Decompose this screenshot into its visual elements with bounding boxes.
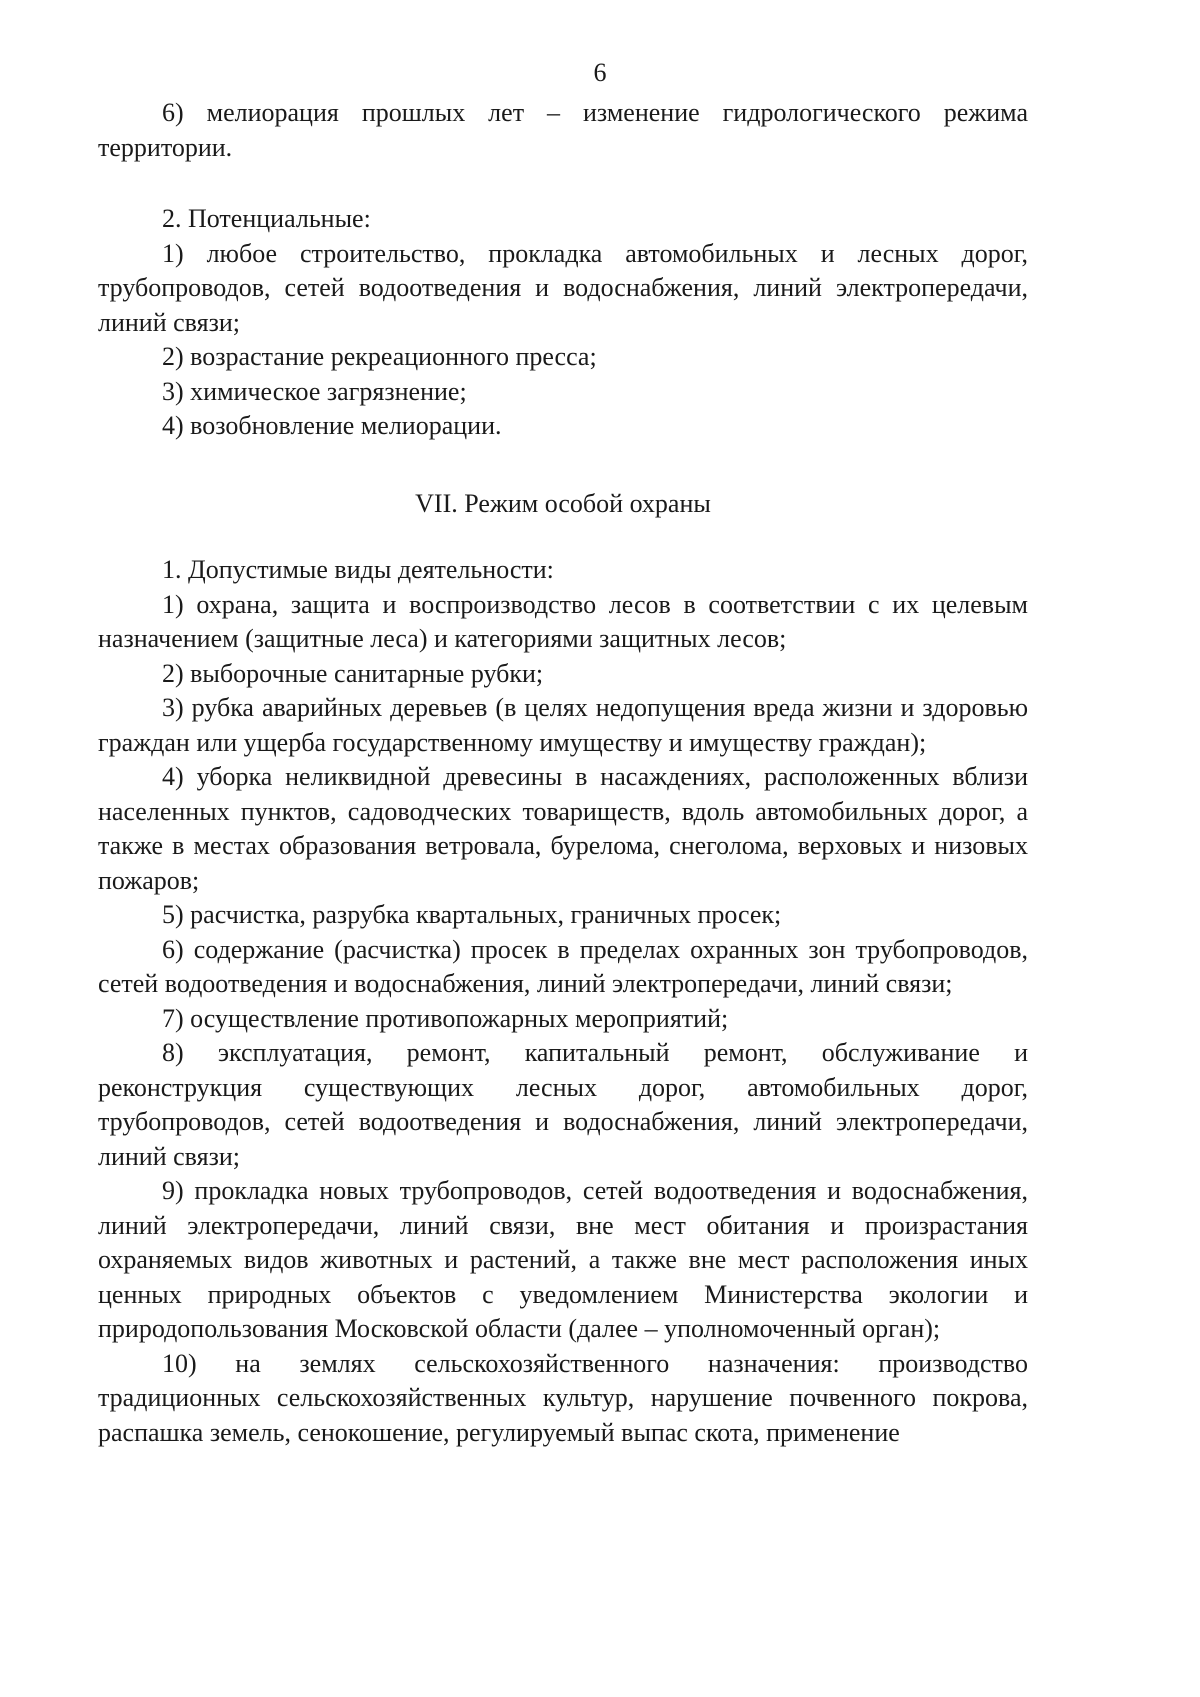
section-heading: VII. Режим особой охраны [415,489,711,518]
paragraph-group-allowed-activities [98,553,1028,1450]
list-item-allowed-4: 4) уборка неликвидной древесины в насаждениях, расположенных вблизи населенных пунктов, садоводческих товариществ, вдоль автомобильных дорог, а также в местах образования ветровала, бурелома, снеголома, верховых и низовых пожаров; [98,762,1028,895]
list-item-allowed-8: 8) эксплуатация, ремонт, капитальный ремонт, обслуживание и реконструкция существующих лесных дорог, автомобильных дорог, трубопроводов, сетей водоотведения и водоснабжения, линий электропередачи, линий связи; [98,1038,1028,1171]
paragraph-allowed-heading: 1. Допустимые виды деятельности: [162,555,554,584]
list-item-allowed-2: 2) выборочные санитарные рубки; [162,658,544,688]
list-item-allowed-3: 3) рубка аварийных деревьев (в целях недопущения вреда жизни и здоровью граждан или ущерба государственному имуществу и имуществу граждан); [98,693,1028,757]
paragraph-past-melioration: 6) мелиорация прошлых лет – изменение гидрологического режима территории. [98,98,1028,162]
list-item-potential-3: 3) химическое загрязнение; [162,376,467,406]
section-heading-block [98,487,1028,522]
page-number: 6 [593,58,607,87]
paragraph-group-impacts-past [98,96,1028,165]
list-item-potential-4: 4) возобновление мелиорации. [162,411,502,440]
list-item-allowed-1: 1) охрана, защита и воспроизводство лесов в соответствии с их целевым назначением (защитные леса) и категориями защитных лесов; [98,589,1028,653]
list-item-allowed-9: 9) прокладка новых трубопроводов, сетей водоотведения и водоснабжения, линий электропередачи, линий связи, вне мест обитания и произрастания охраняемых видов животных и растений, а также вне мест расположения иных ценных природных объектов с уведомлением Министерства экологии и природопользования Московской области (далее – уполномоченный орган); [98,1176,1028,1343]
list-item-allowed-5: 5) расчистка, разрубка квартальных, граничных просек; [162,900,782,929]
list-item-potential-2: 2) возрастание рекреационного пресса; [162,342,597,371]
list-item-allowed-10: 10) на землях сельскохозяйственного назначения: производство традиционных сельскохозяйственных культур, нарушение почвенного покрова, распашка земель, сенокошение, регулируемый выпас скота, применение [98,1348,1028,1447]
paragraph-potential-heading: 2. Потенциальные: [162,204,371,233]
list-item-allowed-7: 7) осуществление противопожарных мероприятий; [162,1003,729,1033]
list-item-allowed-6: 6) содержание (расчистка) просек в пределах охранных зон трубопроводов, сетей водоотведения и водоснабжения, линий электропередачи, линий связи; [98,934,1028,998]
list-item-potential-1: 1) любое строительство, прокладка автомобильных и лесных дорог, трубопроводов, сетей водоотведения и водоснабжения, линий электропередачи, линий связи; [98,238,1028,337]
paragraph-group-potential-threats [98,202,1028,444]
